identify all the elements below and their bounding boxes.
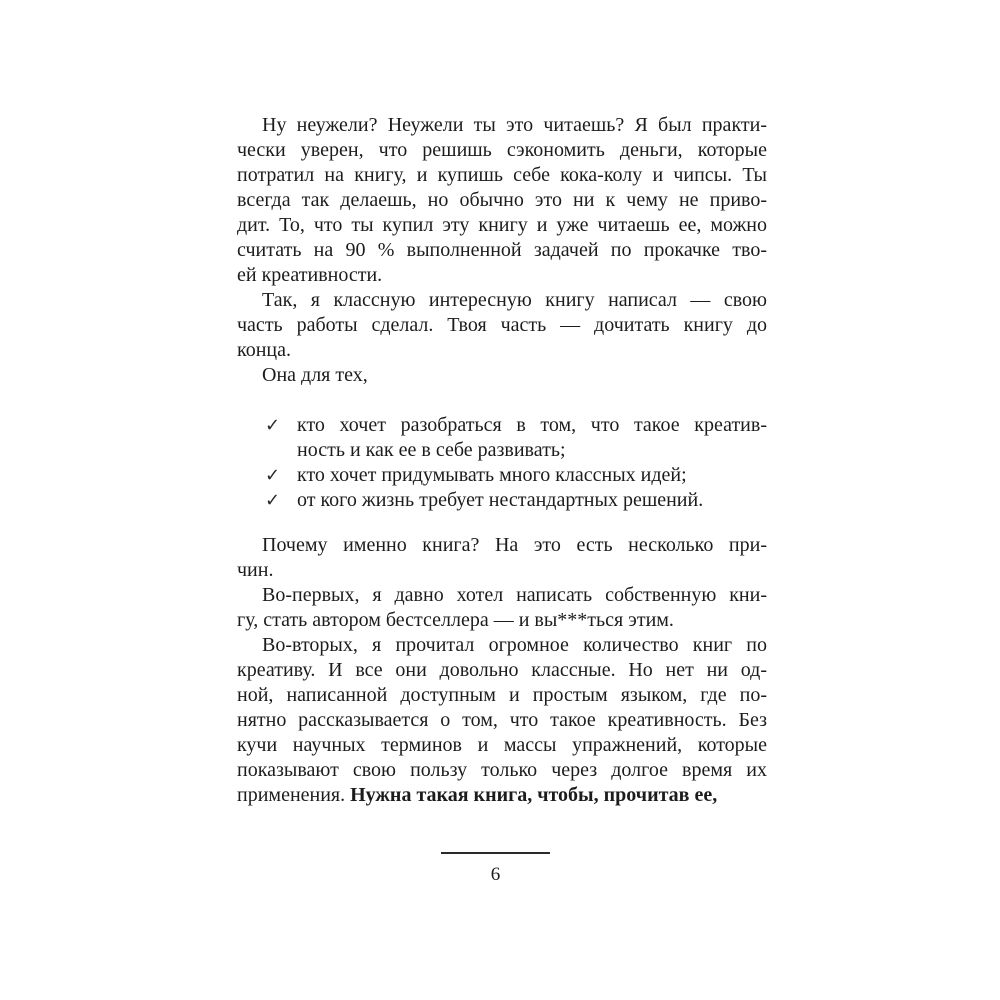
text-line: Так, я классную интересную книгу написал — свою <box>262 289 767 311</box>
paragraph <box>237 533 767 583</box>
text-line: конца. <box>237 339 291 361</box>
footer-divider <box>441 852 550 854</box>
text-line: всегда так делаешь, но обычно это ни к чему не приво- <box>237 189 767 211</box>
text-line: нятно рассказывается о том, что такое креативность. Без <box>237 709 767 731</box>
text-line <box>237 783 767 808</box>
list-item <box>237 488 767 513</box>
text-line: потратил на книгу, и купишь себе кока-колу и чипсы. Ты <box>237 164 767 186</box>
list-item <box>237 463 767 488</box>
text-line: Она для тех, <box>262 364 368 386</box>
text-line: ей креативности. <box>237 264 383 286</box>
text-line: кто хочет придумывать много классных идей; ✓ <box>265 464 687 486</box>
text-line: дит. То, что ты купил эту книгу и уже читаешь ее, можно <box>237 214 767 236</box>
text-line: гу, стать автором бестселлера — и вы***ться этим. <box>237 609 674 631</box>
paragraph <box>237 633 767 808</box>
checkmark-icon: ✓ <box>265 465 281 486</box>
text-line: ной, написанной доступным и простым языком, где по- <box>237 684 767 706</box>
text-line: кучи научных терминов и массы упражнений, которые <box>237 734 767 756</box>
text-line: Во-первых, я давно хотел написать собственную кни- <box>262 584 767 606</box>
text-line: кто хочет разобраться в том, что такое креатив- ✓ <box>265 414 767 436</box>
paragraph <box>237 288 767 363</box>
list-item <box>237 413 767 463</box>
text-line: часть работы сделал. Твоя часть — дочитать книгу до <box>237 314 767 336</box>
text-line: Ну неужели? Неужели ты это читаешь? Я был практи- <box>262 114 767 136</box>
paragraph <box>237 363 767 388</box>
paragraph <box>237 583 767 633</box>
text-line: чески уверен, что решишь сэкономить деньги, которые <box>237 139 767 161</box>
text-block <box>237 113 767 808</box>
text-run-bold: Нужна такая книга, чтобы, прочитав ее, <box>350 784 718 806</box>
paragraph <box>237 113 767 288</box>
text-line: креативу. И все они довольно классные. Но нет ни од- <box>237 659 767 681</box>
text-line: считать на 90 % выполненной задачей по прокачке тво- <box>237 239 767 261</box>
text-line: от кого жизнь требует нестандартных решений. ✓ <box>265 489 704 511</box>
checklist <box>237 413 767 513</box>
text-run: применения. <box>237 784 351 806</box>
text-line: ность и как ее в себе развивать; <box>297 439 566 461</box>
checkmark-icon: ✓ <box>265 490 281 511</box>
text-line: Во-вторых, я прочитал огромное количество книг по <box>262 634 767 656</box>
text-line: чин. <box>237 559 274 581</box>
checkmark-icon: ✓ <box>265 415 281 436</box>
text-line: Почему именно книга? На это есть несколько при- <box>262 534 767 556</box>
text-line: показывают свою пользу только через долгое время их <box>237 759 767 781</box>
page-number: 6 <box>490 864 501 885</box>
